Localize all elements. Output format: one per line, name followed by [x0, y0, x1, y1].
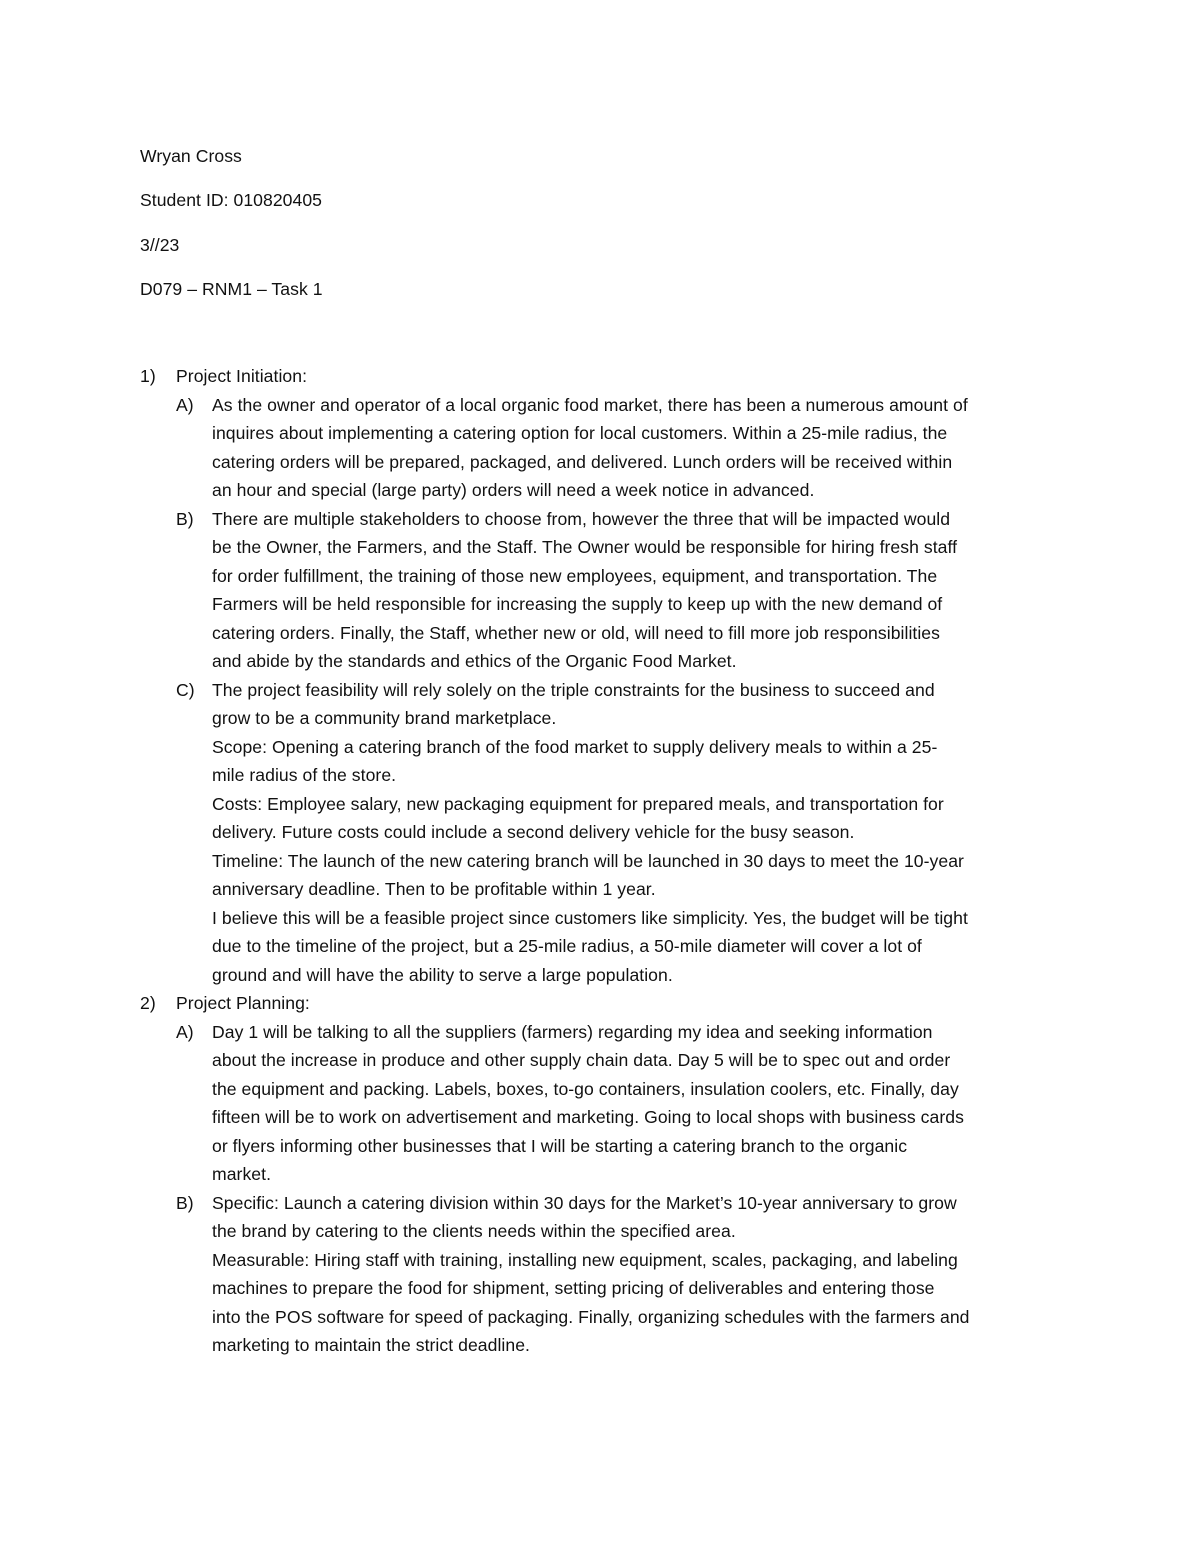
item-letter: B) — [176, 1193, 194, 1213]
paragraph-line: and abide by the standards and ethics of the Organic Food Market. — [212, 651, 737, 671]
paragraph-line: Day 1 will be talking to all the suppliers (farmers) regarding my idea and seeking information — [212, 1022, 933, 1042]
item-letter: C) — [176, 680, 195, 700]
section-title: Project Planning: — [176, 993, 310, 1013]
paragraph-line: I believe this will be a feasible project since customers like simplicity. Yes, the budget will be tight — [212, 908, 968, 928]
document-date: 3//23 — [140, 235, 180, 255]
paragraph-line: market. — [212, 1164, 272, 1184]
paragraph-line: or flyers informing other businesses that I will be starting a catering branch to the organic — [212, 1136, 908, 1156]
paragraph-line: marketing to maintain the strict deadline. — [212, 1335, 530, 1355]
paragraph-line: As the owner and operator of a local organic food market, there has been a numerous amount of — [212, 395, 968, 415]
paragraph-line: There are multiple stakeholders to choose from, however the three that will be impacted would — [212, 509, 951, 529]
paragraph-line: the equipment and packing. Labels, boxes, to-go containers, insulation coolers, etc. Finally, day — [212, 1079, 959, 1099]
paragraph-line: due to the timeline of the project, but a 25-mile radius, a 50-mile diameter will cover a lot of — [212, 936, 922, 956]
paragraph-line: grow to be a community brand marketplace. — [212, 708, 557, 728]
paragraph-line: inquires about implementing a catering option for local customers. Within a 25-mile radius, the — [212, 423, 948, 443]
paragraph-line: about the increase in produce and other supply chain data. Day 5 will be to spec out and order — [212, 1050, 951, 1070]
paragraph-line: machines to prepare the food for shipment, setting pricing of deliverables and entering those — [212, 1278, 935, 1298]
paragraph-line: ground and will have the ability to serve a large population. — [212, 965, 673, 985]
item-letter: A) — [176, 395, 194, 415]
course-task: D079 – RNM1 – Task 1 — [140, 279, 323, 299]
section-title: Project Initiation: — [176, 366, 308, 386]
paragraph-line: delivery. Future costs could include a second delivery vehicle for the busy season. — [212, 822, 855, 842]
section-number: 1) — [140, 366, 156, 386]
paragraph-line: catering orders. Finally, the Staff, whether new or old, will need to fill more job responsibilities — [212, 623, 940, 643]
paragraph-line: the brand by catering to the clients needs within the specified area. — [212, 1221, 736, 1241]
paragraph-line: Farmers will be held responsible for increasing the supply to keep up with the new demand of — [212, 594, 943, 614]
paragraph-line: Measurable: Hiring staff with training, installing new equipment, scales, packaging, and labeling — [212, 1250, 958, 1270]
paragraph-line: fifteen will be to work on advertisement and marketing. Going to local shops with business cards — [212, 1107, 964, 1127]
paragraph-line: anniversary deadline. Then to be profitable within 1 year. — [212, 879, 656, 899]
item-letter: B) — [176, 509, 194, 529]
paragraph-line: into the POS software for speed of packaging. Finally, organizing schedules with the farmers and — [212, 1307, 970, 1327]
paragraph-line: mile radius of the store. — [212, 765, 397, 785]
paragraph-line: be the Owner, the Farmers, and the Staff. The Owner would be responsible for hiring fresh staff — [212, 537, 958, 557]
item-letter: A) — [176, 1022, 194, 1042]
author-name: Wryan Cross — [140, 146, 242, 166]
section-number: 2) — [140, 993, 156, 1013]
paragraph-line: Scope: Opening a catering branch of the food market to supply delivery meals to within a 25- — [212, 737, 938, 757]
paragraph-line: for order fulfillment, the training of those new employees, equipment, and transportation. The — [212, 566, 938, 586]
paragraph-line: an hour and special (large party) orders will need a week notice in advanced. — [212, 480, 815, 500]
paragraph-line: Specific: Launch a catering division within 30 days for the Market’s 10-year anniversary to grow — [212, 1193, 957, 1213]
paragraph-line: The project feasibility will rely solely on the triple constraints for the business to succeed and — [212, 680, 935, 700]
paragraph-line: Costs: Employee salary, new packaging equipment for prepared meals, and transportation for — [212, 794, 944, 814]
paragraph-line: catering orders will be prepared, packaged, and delivered. Lunch orders will be received within — [212, 452, 953, 472]
paragraph-line: Timeline: The launch of the new catering branch will be launched in 30 days to meet the 10-year — [212, 851, 964, 871]
student-id: Student ID: 010820405 — [140, 190, 323, 210]
